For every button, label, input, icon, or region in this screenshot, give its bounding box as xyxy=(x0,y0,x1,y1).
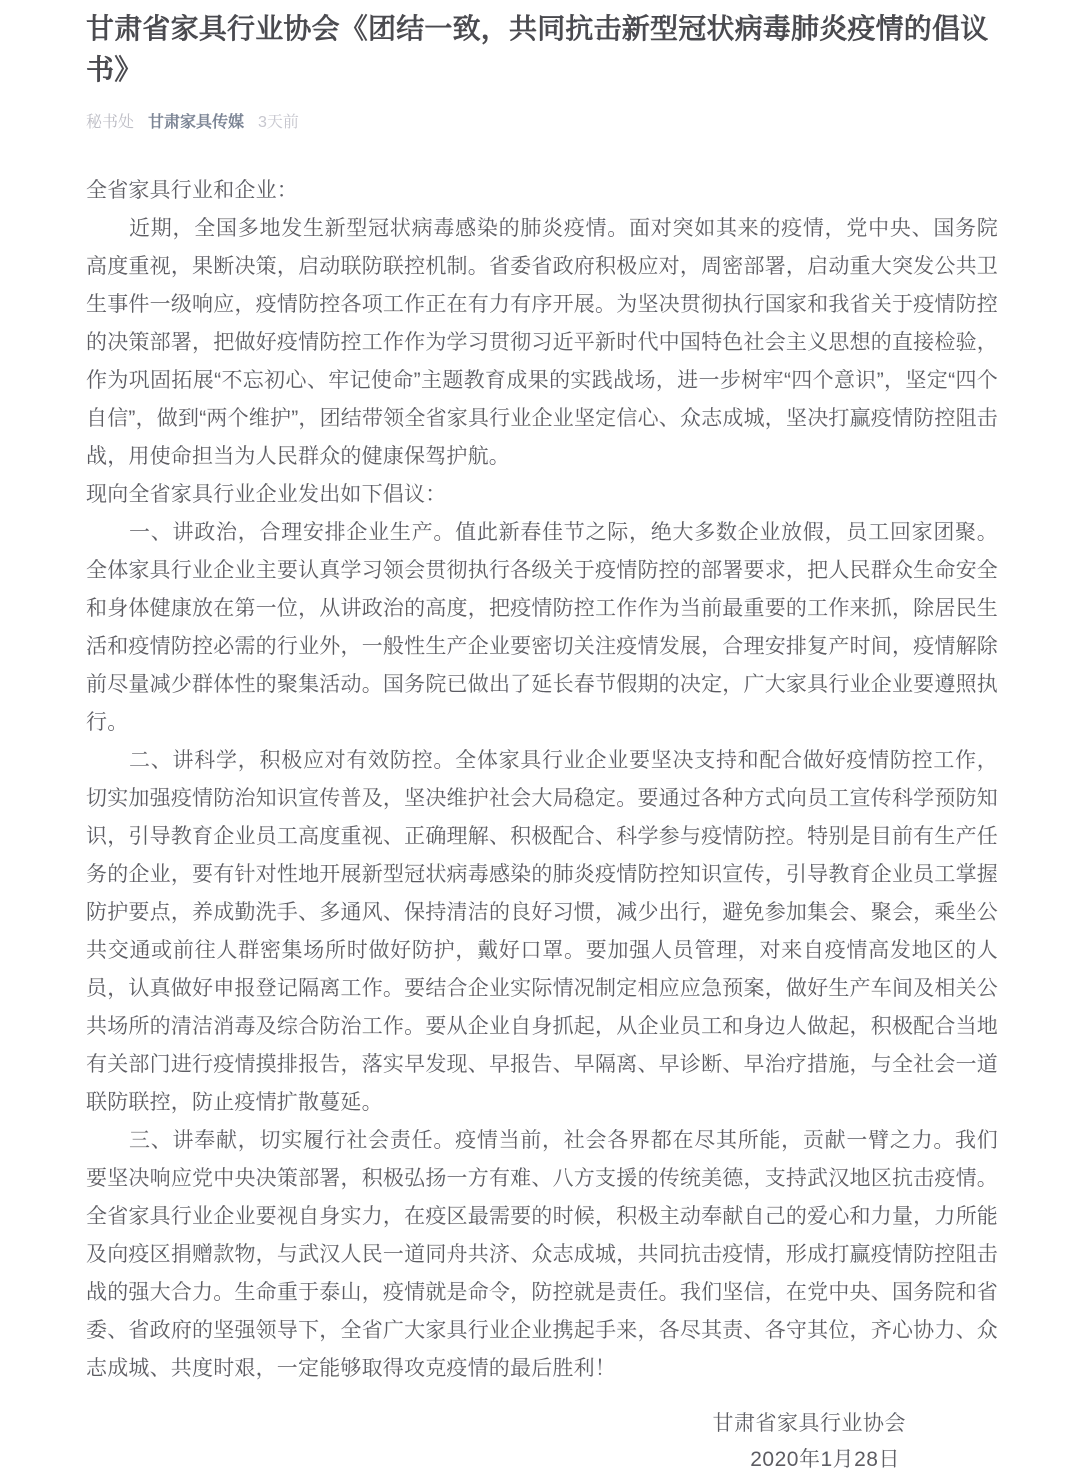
paragraph-2: 现向全省家具行业企业发出如下倡议： xyxy=(86,483,447,506)
paragraph-4: 二、讲科学，积极应对有效防控。全体家具行业企业要坚决支持和配合做好疫情防控工作，切实加强疫情防治知识宣传普及，坚决维护社会大局稳定。要通过各种方式向员工宣传科学预防知识，引导教育企业员工高度重视、正确理解、积极配合、科学参与疫情防控。特别是目前有生产任务的企业，要有针对性地开展新型冠状病毒感染的肺炎疫情防控知识宣传，引导教育企业员工掌握防护要点，养成勤洗手、多通风、保持清洁的良好习惯，减少出行，避免参加集会、聚会，乘坐公共交通或前往人群密集场所时做好防护，戴好口罩。要加强人员管理，对来自疫情高发地区的人员，认真做好申报登记隔离工作。要结合企业实际情况制定相应应急预案，做好生产车间及相关公共场所的清洁消毒及综合防治工作。要从企业自身抓起，从企业员工和身边人做起，积极配合当地有关部门进行疫情摸排报告，落实早发现、早报告、早隔离、早诊断、早治疗措施，与全社会一道联防联控，防止疫情扩散蔓延。 xyxy=(86,749,998,1114)
paragraph-3: 一、讲政治，合理安排企业生产。值此新春佳节之际，绝大多数企业放假，员工回家团聚。全体家具行业企业主要认真学习领会贯彻执行各级关于疫情防控的部署要求，把人民群众生命安全和身体健康放在第一位，从讲政治的高度，把疫情防控工作作为当前最重要的工作来抓，除居民生活和疫情防控必需的行业外，一般性生产企业要密切关注疫情发展，合理安排复产时间，疫情解除前尽量减少群体性的聚集活动。国务院已做出了延长春节假期的决定，广大家具行业企业要遵照执行。 xyxy=(86,521,998,734)
paragraph-1: 近期，全国多地发生新型冠状病毒感染的肺炎疫情。面对突如其来的疫情，党中央、国务院高度重视，果断决策，启动联防联控机制。省委省政府积极应对，周密部署，启动重大突发公共卫生事件一级响应，疫情防控各项工作正在有力有序开展。为坚决贯彻执行国家和我省关于疫情防控的决策部署，把做好疫情防控工作作为学习贯彻习近平新时代中国特色社会主义思想的直接检验，作为巩固拓展“不忘初心、牢记使命”主题教育成果的实践战场，进一步树牢“四个意识”，坚定“四个自信”，做到“两个维护”，团结带领全省家具行业企业坚定信心、众志成城，坚决打赢疫情防控阻击战，用使命担当为人民群众的健康保驾护航。 xyxy=(86,217,998,468)
signature-date: 2020年1月28日 xyxy=(750,1448,900,1471)
paragraph-salutation: 全省家具行业和企业： xyxy=(86,179,298,202)
article-body xyxy=(86,172,998,1388)
meta-source-link[interactable]: 甘肃家具传媒 xyxy=(148,114,245,131)
page-title: 甘肃省家具行业协会《团结一致，共同抗击新型冠状病毒肺炎疫情的倡议书》 xyxy=(86,13,989,85)
article-meta xyxy=(86,112,998,134)
signature-organization: 甘肃省家具行业协会 xyxy=(712,1412,906,1435)
meta-author: 秘书处 xyxy=(86,114,135,131)
meta-timestamp: 3天前 xyxy=(258,114,299,131)
paragraph-5: 三、讲奉献，切实履行社会责任。疫情当前，社会各界都在尽其所能，贡献一臂之力。我们要坚决响应党中央决策部署，积极弘扬一方有难、八方支援的传统美德，支持武汉地区抗击疫情。全省家具行业企业要视自身实力，在疫区最需要的时候，积极主动奉献自己的爱心和力量，力所能及向疫区捐赠款物，与武汉人民一道同舟共济、众志成城，共同抗击疫情，形成打赢疫情防控阻击战的强大合力。生命重于泰山，疫情就是命令，防控就是责任。我们坚信，在党中央、国务院和省委、省政府的坚强领导下，全省广大家具行业企业携起手来，各尽其责、各守其位，齐心协力、众志成城、共度时艰，一定能够取得攻克疫情的最后胜利！ xyxy=(86,1129,998,1380)
signature-block xyxy=(86,1406,998,1478)
